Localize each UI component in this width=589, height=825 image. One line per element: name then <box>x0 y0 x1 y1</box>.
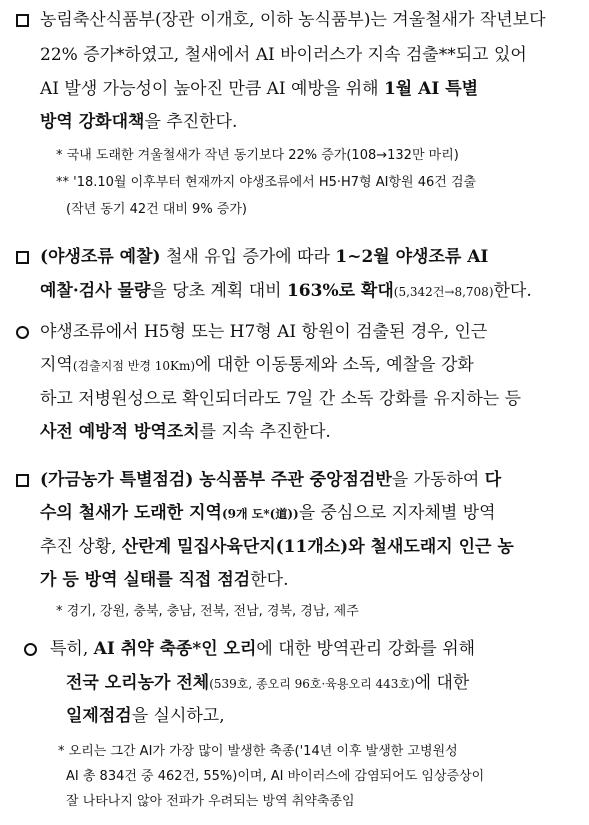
s5-line-3 <box>66 704 225 728</box>
s2-line-1 <box>40 245 488 269</box>
s1-note-1: * 국내 도래한 겨울철새가 작년 동기보다 22% 증가(108→132만 마리) <box>56 148 459 163</box>
s1-line-2: 22% 증가*하였고, 철새에서 AI 바이러스가 지속 검출**되고 있어 <box>40 45 527 65</box>
s4-line-1-text: 을 가동하여 <box>391 470 485 490</box>
circle-bullet-icon <box>16 326 29 339</box>
s3-line-4-bold: 사전 예방적 방역조치 <box>40 422 200 442</box>
s5-line-2-bold: 전국 오리농가 전체 <box>66 673 210 693</box>
s3-line-2-a: 지역 <box>40 355 73 375</box>
s4-line-3 <box>40 535 514 559</box>
s5-line-1-c: 에 대한 방역관리 강화를 위해 <box>256 639 476 659</box>
s3-line-1: 야생조류에서 H5형 또는 H7형 AI 항원이 검출된 경우, 인근 <box>40 322 488 342</box>
s4-line-4-text: 한다. <box>250 570 289 590</box>
s2-line-2-small: (5,342건→8,708) <box>393 285 494 299</box>
s5-note-2: AI 총 834건 중 462건, 55%)이며, AI 바이러스에 감염되어도 임상증상이 <box>66 769 485 784</box>
checkbox-square-icon <box>16 251 29 264</box>
s4-line-3-text: 추진 상황, <box>40 537 122 557</box>
s1-line-4-bold: 방역 강화대책 <box>40 112 145 132</box>
s2-line-2-end: 한다. <box>493 281 532 301</box>
s3-line-4 <box>40 420 331 444</box>
s5-line-2-small: (539호, 종오리 96호·육용오리 443호) <box>209 677 415 691</box>
checkbox-square-icon <box>16 14 29 27</box>
s3-line-4-text: 를 지속 추진한다. <box>199 422 331 442</box>
s2-line-1-text: 철새 유입 증가에 따라 <box>160 247 336 267</box>
s1-note-3: (작년 동기 42건 대비 9% 증가) <box>66 202 247 217</box>
s4-note-1: * 경기, 강원, 충북, 충남, 전북, 전남, 경북, 경남, 제주 <box>56 604 359 619</box>
s5-line-1-a: 특히, <box>50 639 94 659</box>
s1-note-2: ** '18.10월 이후부터 현재까지 야생조류에서 H5·H7형 AI항원 46건 검출 <box>56 175 477 190</box>
circle-bullet-icon <box>24 643 37 656</box>
s2-line-2-bold: 예찰·검사 물량 <box>40 281 151 301</box>
s4-line-4-bold: 가 등 방역 실태를 직접 점검 <box>40 570 251 590</box>
s5-line-2 <box>66 671 469 696</box>
s1-line-3-text: AI 발생 가능성이 높아진 만큼 AI 예방을 위해 <box>40 79 384 99</box>
s5-line-1 <box>50 637 475 661</box>
s5-line-1-bold: AI 취약 축종*인 오리 <box>93 639 257 659</box>
s5-note-3: 잘 나타나지 않아 전파가 우려되는 방역 취약축종임 <box>66 794 355 809</box>
checkbox-square-icon <box>16 474 29 487</box>
s1-line-4-text: 을 추진한다. <box>144 112 238 132</box>
s5-line-2-end: 에 대한 <box>414 673 470 693</box>
s1-line-3-bold: 1월 AI 특별 <box>383 79 479 99</box>
s1-line-4 <box>40 110 237 134</box>
s2-line-2 <box>40 279 532 304</box>
s4-line-2-bold: 수의 철새가 도래한 지역 <box>40 503 222 523</box>
s5-line-3-bold: 일제점검 <box>66 706 132 726</box>
s4-heading: (가금농가 특별점검) <box>40 470 194 490</box>
s5-note-1: * 오리는 그간 AI가 가장 많이 발생한 축종('14년 이후 발생한 고병원성 <box>58 744 458 759</box>
s1-line-1: 농림축산식품부(장관 이개호, 이하 농식품부)는 겨울철새가 작년보다 <box>40 10 546 30</box>
s4-line-3-bold: 산란계 밀집사육단지(11개소)와 철새도래지 인근 농 <box>121 537 514 557</box>
s3-line-2-c: 에 대한 이동통제와 소독, 예찰을 강화 <box>195 355 474 375</box>
s4-line-2-small: (9개 도*(道)) <box>221 507 299 521</box>
s4-line-4 <box>40 568 288 592</box>
s4-line-1-bold: 농식품부 주관 중앙점검반 <box>193 470 392 490</box>
s4-line-1 <box>40 468 501 492</box>
s4-line-1-bold-2: 다 <box>484 470 502 490</box>
s4-line-2-text: 을 중심으로 지자체별 방역 <box>298 503 496 523</box>
s1-line-3 <box>40 77 478 101</box>
s3-line-3: 하고 저병원성으로 확인되더라도 7일 간 소독 강화를 유지하는 등 <box>40 389 522 409</box>
s5-line-3-text: 을 실시하고, <box>131 706 225 726</box>
s3-line-2-small: (검출지점 반경 10Km) <box>72 359 196 373</box>
s4-line-2 <box>40 501 496 526</box>
s2-heading: (야생조류 예찰) <box>40 247 161 267</box>
s2-line-1-bold: 1~2월 야생조류 AI <box>335 247 489 267</box>
s2-line-2-bold-2: 163%로 확대 <box>286 281 394 301</box>
s2-line-2-text: 을 당초 계획 대비 <box>150 281 287 301</box>
s3-line-2 <box>40 353 474 378</box>
